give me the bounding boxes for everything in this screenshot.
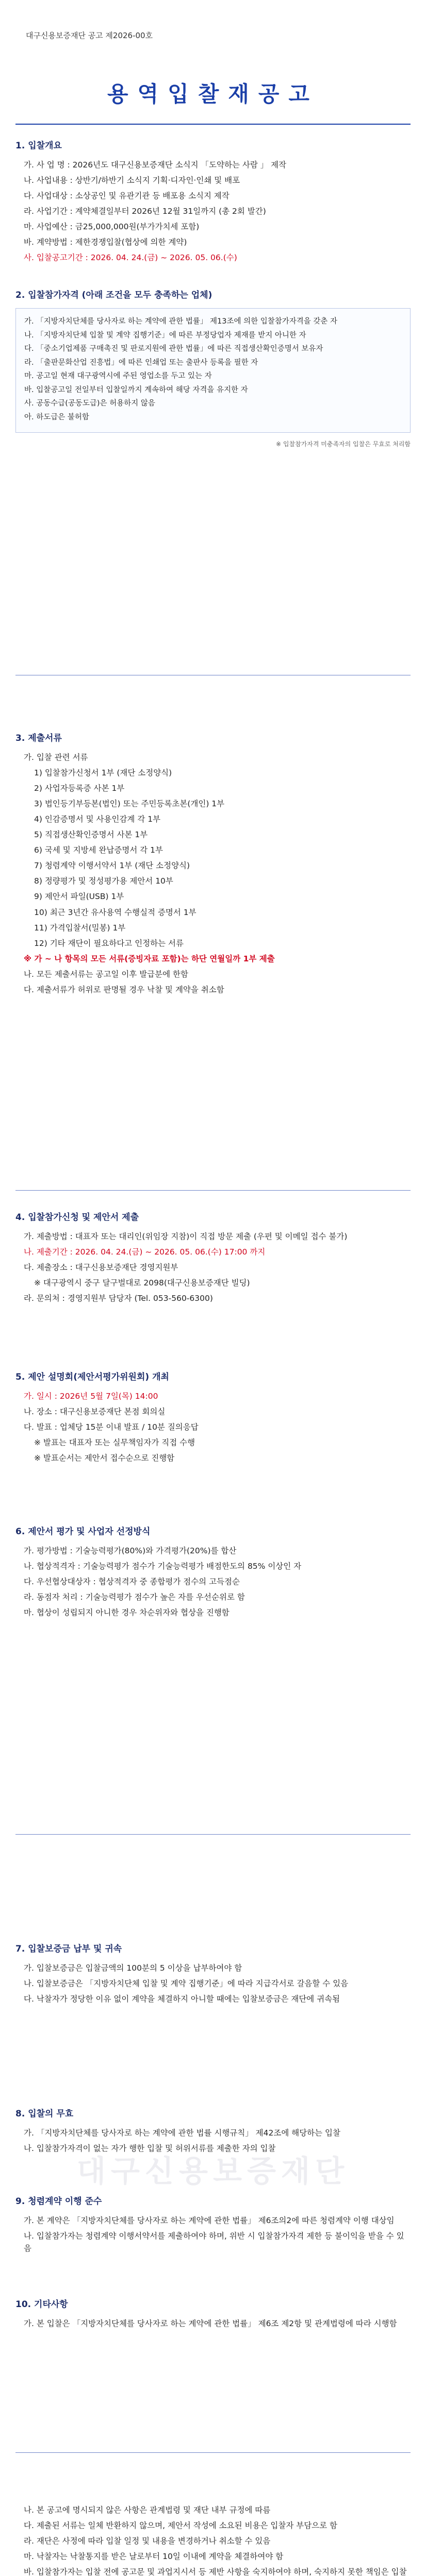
overview-line: 라. 사업기간 : 계약체결일부터 2026년 12월 31일까지 (총 2회 발간): [24, 207, 266, 216]
document-item: 3) 법인등기부등본(법인) 또는 주민등록초본(개인) 1부: [34, 799, 225, 809]
overview-line: 가. 사 업 명 : 2026년도 대구신용보증재단 소식지 「도약하는 사람 」 제작: [24, 160, 287, 170]
document-item: 8) 정량평가 및 정성평가용 제안서 10부: [34, 876, 173, 886]
overview-line: 사. 입찰공고기간 : 2026. 04. 24.(금) ~ 2026. 05. 06.(수): [24, 253, 237, 263]
invalid-line: 가. 「지방자치단체를 당사자로 하는 계약에 관한 법률 시행규칙」 제42조에 해당하는 입찰: [24, 2128, 341, 2138]
section-heading: 10. 기타사항: [15, 2299, 68, 2310]
eligibility-line: 다. 「중소기업제품 구매촉진 및 판로지원에 관한 법률」에 따른 직접생산확인증명서 보유자: [24, 345, 323, 353]
eligibility-line: 아. 하도급은 불허함: [24, 413, 89, 421]
evaluation-line: 가. 평가방법 : 기술능력평가(80%)와 가격평가(20%)를 합산: [24, 1546, 237, 1556]
section-heading: 9. 청렴계약 이행 준수: [15, 2196, 102, 2207]
presentation-line: ※ 발표순서는 제안서 접수순으로 진행함: [34, 1453, 175, 1463]
page-title: 용역입찰재공고: [107, 81, 319, 107]
section-heading: 7. 입찰보증금 납부 및 귀속: [15, 1944, 122, 1954]
document-item: 11) 가격입찰서(밀봉) 1부: [34, 923, 126, 933]
section-invalid: [15, 2107, 411, 2158]
section-heading: 4. 입찰참가신청 및 제안서 제출: [15, 1212, 139, 1223]
misc-line: 라. 재단은 사정에 따라 입찰 일정 및 내용을 변경하거나 취소할 수 있음: [24, 2536, 271, 2546]
section-heading: 1. 입찰개요: [15, 141, 62, 151]
section-heading: 5. 제안 설명회(제안서평가위원회) 개최: [15, 1372, 169, 1382]
submission-line: 다. 제출장소 : 대구신용보증재단 경영지원부: [24, 1263, 178, 1273]
overview-line: 나. 사업내용 : 상반기/하반기 소식지 기획·디자인·인쇄 및 배포: [24, 176, 240, 185]
eligibility-box: [15, 308, 411, 433]
presentation-line: 나. 장소 : 대구신용보증재단 본점 회의실: [24, 1407, 166, 1417]
section-divider: [15, 1834, 411, 1835]
notice-number: 대구신용보증재단 공고 제2026-00호: [26, 31, 153, 40]
title-divider: [15, 124, 411, 125]
evaluation-line: 라. 동점자 처리 : 기술능력평가 점수가 높은 자를 우선순위로 함: [24, 1592, 245, 1602]
section-documents: [15, 732, 411, 999]
section-divider: [15, 1190, 411, 1191]
deposit-line: 나. 입찰보증금은 「지방자치단체 입찰 및 계약 집행기준」에 따라 지급각서로 갈음할 수 있음: [24, 1979, 349, 1989]
presentation-line: 가. 일시 : 2026년 5월 7일(목) 14:00: [24, 1392, 158, 1401]
eligibility-line: 마. 공고일 현재 대구광역시에 주된 영업소를 두고 있는 자: [24, 372, 212, 381]
section-submission: [15, 1211, 411, 1308]
misc-line: 다. 제출된 서류는 일체 반환하지 않으며, 제안서 작성에 소요된 비용은 입찰자 부담으로 함: [24, 2521, 338, 2531]
section-heading: 3. 제출서류: [15, 733, 62, 743]
section-overview: [15, 139, 411, 267]
misc-line: 마. 낙찰자는 낙찰통지를 받은 날로부터 10일 이내에 계약을 체결하여야 함: [24, 2552, 284, 2562]
document-item: 12) 기타 재단이 필요하다고 인정하는 서류: [34, 938, 184, 948]
section-misc: [15, 2298, 411, 2333]
documents-callout: ※ 가 ~ 나 항목의 모든 서류(증빙자료 포함)는 하단 연월일까 1부 제출: [24, 954, 275, 963]
integrity-line: 나. 입찰참가자는 청렴계약 이행서약서를 제출하여야 하며, 위반 시 입찰참가자격 제한 등 불이익을 받을 수 있음: [24, 2231, 404, 2253]
invalid-line: 나. 입찰참가자격이 없는 자가 행한 입찰 및 허위서류를 제출한 자의 입찰: [24, 2144, 276, 2154]
integrity-line: 가. 본 계약은 「지방자치단체를 당사자로 하는 계약에 관한 법률」 제6조의2에 따른 청렴계약 이행 대상임: [24, 2216, 395, 2226]
submission-line: 라. 문의처 : 경영지원부 담당자 (Tel. 053-560-6300): [24, 1294, 213, 1303]
section-divider: [15, 2452, 411, 2453]
misc-line: 바. 입찰참가자는 입찰 전에 공고문 및 과업지시서 등 제반 사항을 숙지하여야 하며, 숙지하지 못한 책임은 입찰: [24, 2567, 407, 2576]
document-item: 1) 입찰참가신청서 1부 (재단 소정양식): [34, 768, 172, 778]
deposit-line: 다. 낙찰자가 정당한 이유 없이 계약을 체결하지 아니할 때에는 입찰보증금은 재단에 귀속됨: [24, 1994, 340, 2004]
presentation-line: ※ 발표는 대표자 또는 실무책임자가 직접 수행: [34, 1438, 195, 1448]
documents-extra: 나. 모든 제출서류는 공고일 이후 발급분에 한함: [24, 969, 188, 979]
section-heading: 6. 제안서 평가 및 사업자 선정방식: [15, 1527, 151, 1537]
eligibility-line: 바. 입찰공고일 전일부터 입찰일까지 계속하여 해당 자격을 유지한 자: [24, 385, 248, 394]
evaluation-line: 마. 협상이 성립되지 아니한 경우 차순위자와 협상을 진행함: [24, 1608, 230, 1618]
document-item: 6) 국세 및 지방세 완납증명서 각 1부: [34, 845, 163, 855]
section-deposit: [15, 1942, 411, 2008]
document-item: 9) 제안서 파일(USB) 1부: [34, 892, 124, 902]
documents-intro: 가. 입찰 관련 서류: [24, 753, 88, 762]
section-heading: 2. 입찰참가자격 (아래 조건을 모두 충족하는 업체): [15, 290, 212, 300]
deposit-line: 가. 입찰보증금은 입찰금액의 100분의 5 이상을 납부하여야 함: [24, 1963, 242, 1973]
section-presentation: [15, 1370, 411, 1467]
section-misc-continued: [15, 2504, 411, 2576]
submission-line: ※ 대구광역시 중구 달구벌대로 2098(대구신용보증재단 빌딩): [34, 1278, 250, 1288]
document-item: 7) 청렴계약 이행서약서 1부 (재단 소정양식): [34, 861, 190, 871]
documents-extra: 다. 제출서류가 허위로 판명될 경우 낙찰 및 계약을 취소함: [24, 985, 224, 994]
eligibility-line: 가. 「지방자치단체를 당사자로 하는 계약에 관한 법률」 제13조에 의한 입찰참가자격을 갖춘 자: [24, 317, 338, 326]
eligibility-line: 사. 공동수급(공동도급)은 허용하지 않음: [24, 399, 155, 408]
presentation-line: 다. 발표 : 업체당 15분 이내 발표 / 10분 질의응답: [24, 1422, 199, 1432]
submission-line: 나. 제출기간 : 2026. 04. 24.(금) ~ 2026. 05. 06.(수) 17:00 까지: [24, 1247, 266, 1257]
document-item: 2) 사업자등록증 사본 1부: [34, 784, 125, 793]
misc-line: 나. 본 공고에 명시되지 않은 사항은 관계법령 및 재단 내부 규정에 따름: [24, 2505, 271, 2515]
misc-line: 가. 본 입찰은 「지방자치단체를 당사자로 하는 계약에 관한 법률」 제6조 제2항 및 관계법령에 따라 시행함: [24, 2319, 397, 2329]
document-item: 10) 최근 3년간 유사용역 수행실적 증명서 1부: [34, 907, 196, 917]
watermark: 대구신용보증재단: [76, 2154, 350, 2189]
overview-line: 마. 사업예산 : 금25,000,000원(부가가치세 포함): [24, 222, 200, 232]
overview-line: 다. 사업대상 : 소상공인 및 유관기관 등 배포용 소식지 제작: [24, 191, 230, 201]
eligibility-note: ※ 입찰참가자격 미충족자의 입찰은 무효로 처리함: [276, 440, 411, 448]
submission-line: 가. 제출방법 : 대표자 또는 대리인(위임장 지참)이 직접 방문 제출 (우편 및 이메일 접수 불가): [24, 1232, 348, 1242]
section-evaluation: [15, 1525, 411, 1622]
eligibility-line: 나. 「지방자치단체 입찰 및 계약 집행기준」에 따른 부정당업자 제재를 받지 아니한 자: [24, 331, 306, 340]
section-integrity: [15, 2195, 411, 2258]
section-heading: 8. 입찰의 무효: [15, 2109, 74, 2119]
evaluation-line: 다. 우선협상대상자 : 협상적격자 중 종합평가 점수의 고득점순: [24, 1577, 240, 1587]
document-item: 5) 직접생산확인증명서 사본 1부: [34, 830, 148, 840]
evaluation-line: 나. 협상적격자 : 기술능력평가 점수가 기술능력평가 배점한도의 85% 이상인 자: [24, 1562, 302, 1571]
section-eligibility: [15, 289, 411, 454]
document-item: 4) 인감증명서 및 사용인감계 각 1부: [34, 815, 161, 824]
eligibility-line: 라. 「출판문화산업 진흥법」에 따른 인쇄업 또는 출판사 등록을 필한 자: [24, 358, 258, 367]
overview-line: 바. 계약방법 : 제한경쟁입찰(협상에 의한 계약): [24, 238, 187, 247]
